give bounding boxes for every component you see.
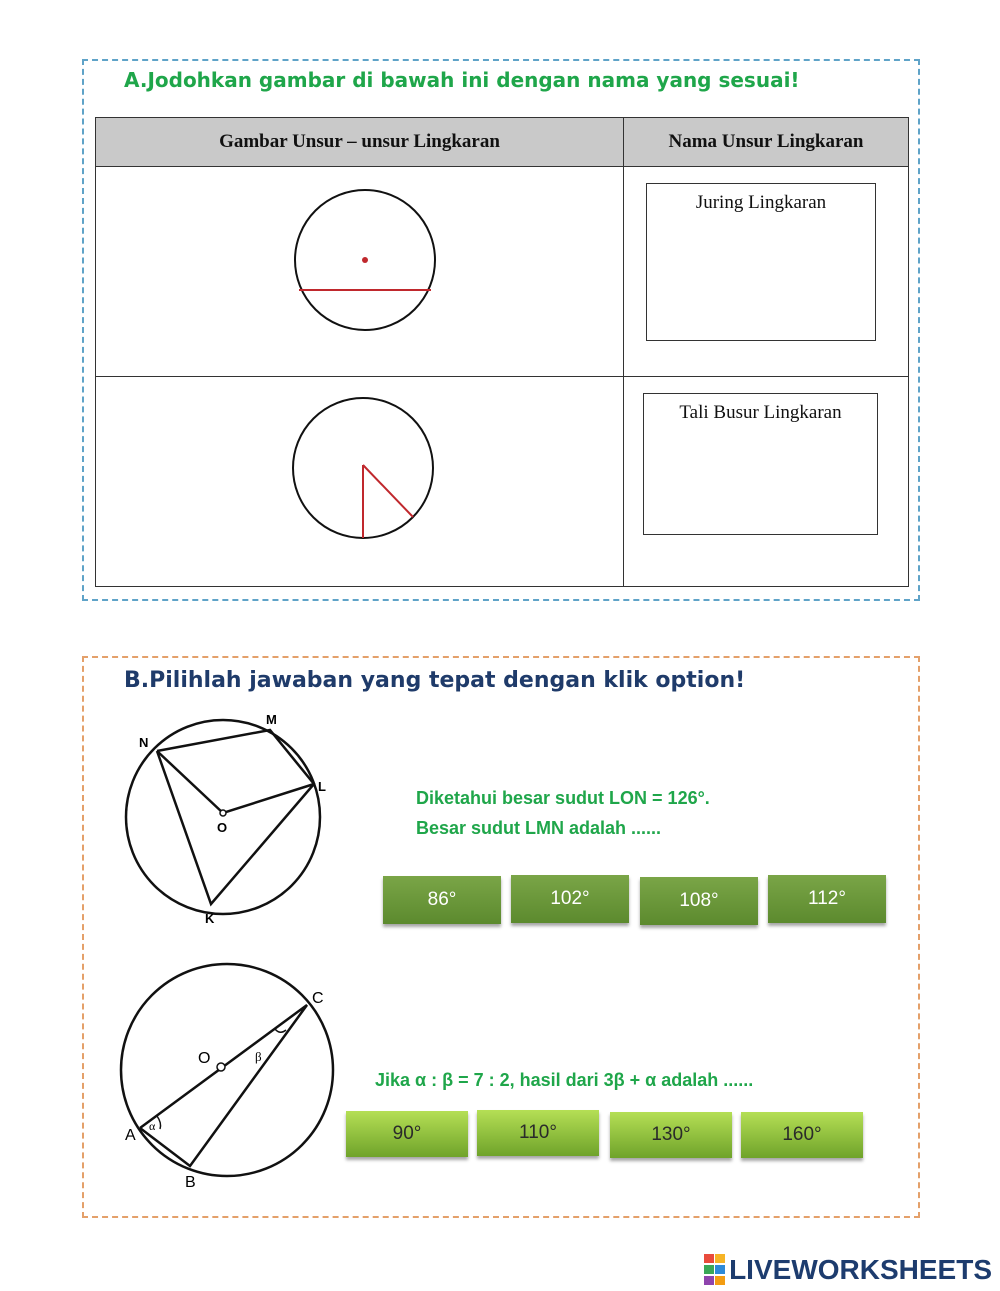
q2-option-4[interactable]: 160° [741,1112,863,1158]
q1-option-4[interactable]: 112° [768,875,886,923]
central-angle-lines [157,751,314,813]
q2-option-3[interactable]: 130° [610,1112,732,1158]
sector-circle-figure [289,393,439,543]
center-point [217,1063,225,1071]
circle-outline [121,964,333,1176]
alpha-arc [157,1116,161,1129]
q1-option-1[interactable]: 86° [383,876,501,924]
q2-option-1[interactable]: 90° [346,1111,468,1157]
name-drop-box-2[interactable]: Tali Busur Lingkaran [643,393,878,535]
label-o: O [217,820,228,835]
section-a-title: A.Jodohkan gambar di bawah ini dengan nama yang sesuai! [124,68,800,92]
triangle-lines [140,1005,307,1166]
liveworksheets-logo [704,1254,992,1286]
label-m: M [266,712,277,727]
circle-outline [126,720,320,914]
label-beta: β [255,1049,262,1064]
label-l: L [318,779,326,794]
question-2-prompt: Jika α : β = 7 : 2, hasil dari 3β + α adalah ...... [375,1070,754,1090]
q1-option-3[interactable]: 108° [640,877,758,925]
center-point [220,810,226,816]
quadrilateral-lines [157,730,314,904]
logo-mark-icon [704,1254,725,1286]
diameter-angle-figure [110,955,340,1195]
logo-text: LIVEWORKSHEETS [729,1254,992,1285]
chord-circle-figure [290,185,440,340]
label-o: O [198,1050,211,1067]
label-b: B [185,1174,196,1191]
radius-line [363,465,413,517]
question-1-given: Diketahui besar sudut LON = 126°. [416,788,710,808]
name-drop-box-1[interactable]: Juring Lingkaran [646,183,876,341]
label-n: N [139,735,149,750]
beta-arc [275,1029,286,1032]
q2-option-2[interactable]: 110° [477,1110,599,1156]
label-c: C [312,990,324,1007]
label-alpha: α [149,1119,156,1133]
label-k: K [205,911,215,926]
column-header-image: Gambar Unsur – unsur Lingkaran [96,118,624,167]
q1-option-2[interactable]: 102° [511,875,629,923]
section-b-title: B.Pilihlah jawaban yang tepat dengan klik option! [124,668,746,693]
label-a: A [125,1127,136,1144]
column-header-name: Nama Unsur Lingkaran [624,118,909,167]
question-1-prompt: Besar sudut LMN adalah ...... [416,818,662,838]
inscribed-quadrilateral-figure [115,705,335,930]
center-dot [362,257,368,263]
